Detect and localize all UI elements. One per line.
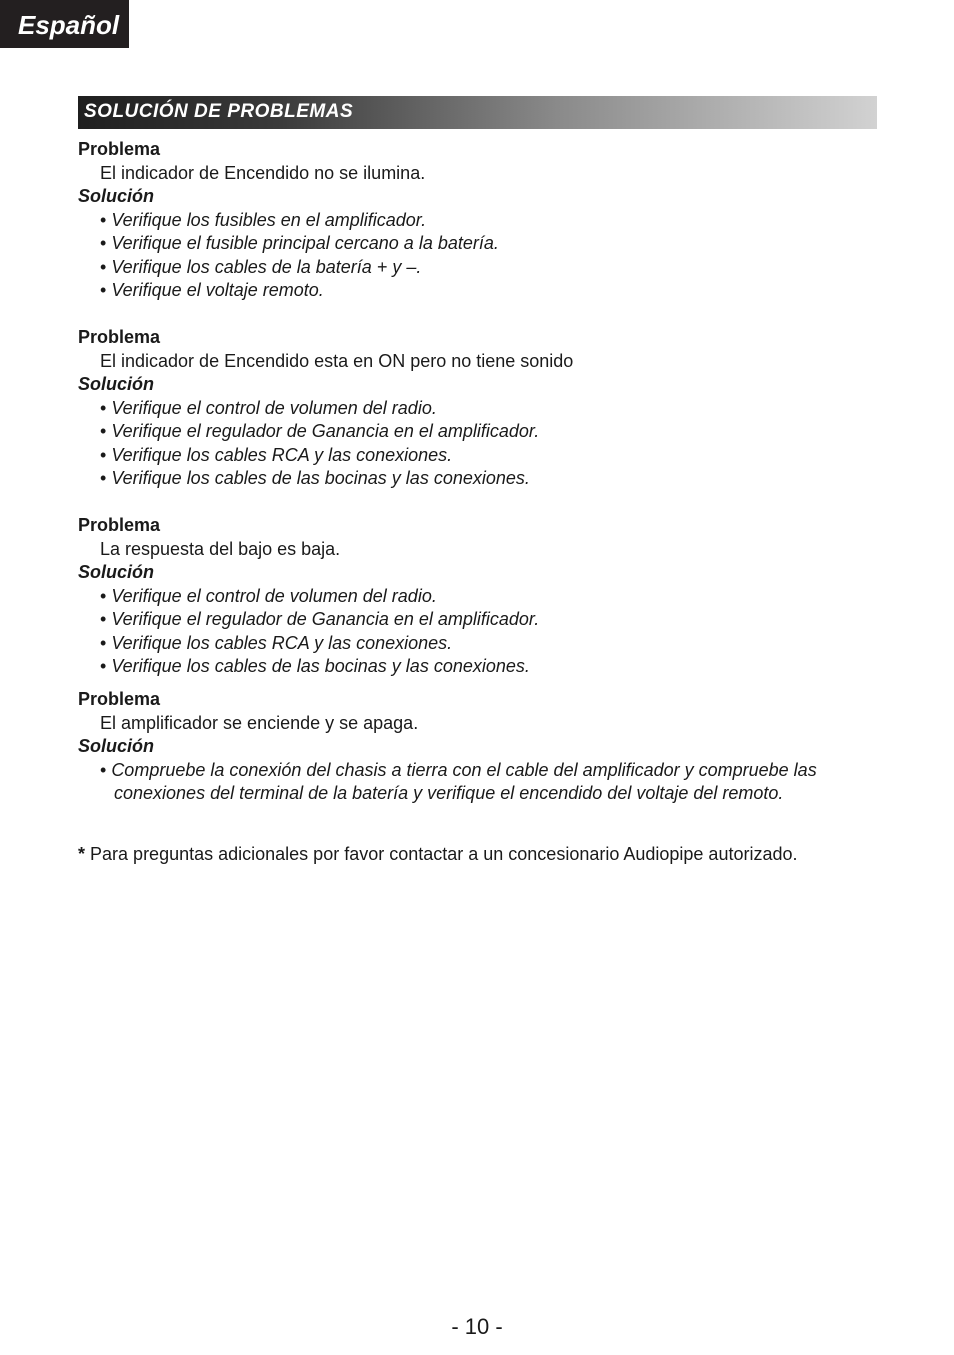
solution-item: • Verifique los cables RCA y las conexiones. bbox=[100, 632, 453, 653]
solution-item: • Verifique los cables de las bocinas y las conexiones. bbox=[100, 656, 530, 676]
problem-description: El amplificador se enciende y se apaga. bbox=[100, 712, 419, 733]
problem-label: Problema bbox=[78, 515, 161, 535]
footnote-text: Para preguntas adicionales por favor contactar a un concesionario Audiopipe autorizado. bbox=[90, 844, 798, 864]
language-tab: Español bbox=[0, 0, 129, 48]
solution-item: • Verifique los fusibles en el amplificador. bbox=[100, 209, 427, 230]
troubleshooting-section-1 bbox=[78, 138, 888, 303]
solution-list bbox=[78, 585, 888, 679]
section-header-bar bbox=[78, 96, 877, 129]
solution-list bbox=[78, 759, 888, 806]
solution-item: • Verifique los cables de las bocinas y las conexiones. bbox=[100, 468, 530, 488]
troubleshooting-section-4 bbox=[78, 688, 888, 806]
page-number: - 10 - bbox=[451, 1314, 503, 1339]
solution-item: • Verifique el voltaje remoto. bbox=[100, 280, 324, 300]
solution-item: • Compruebe la conexión del chasis a tierra con el cable del amplificador y compruebe las conexiones del terminal de la batería y verifique el encendido del voltaje del remoto. bbox=[100, 759, 817, 803]
problem-description: El indicador de Encendido no se ilumina. bbox=[100, 162, 426, 183]
solution-item: • Verifique los cables RCA y las conexiones. bbox=[100, 444, 453, 465]
solution-label: Solución bbox=[78, 186, 154, 206]
troubleshooting-section-2 bbox=[78, 326, 888, 491]
solution-label: Solución bbox=[78, 374, 154, 394]
solution-item: • Verifique el regulador de Ganancia en el amplificador. bbox=[100, 609, 540, 629]
problem-description: El indicador de Encendido esta en ON pero no tiene sonido bbox=[100, 350, 574, 371]
troubleshooting-section-3 bbox=[78, 514, 888, 679]
section-title: SOLUCIÓN DE PROBLEMAS bbox=[84, 101, 354, 122]
solution-item: • Verifique los cables de la batería + y –. bbox=[100, 256, 422, 277]
solution-label: Solución bbox=[78, 736, 154, 756]
solution-list bbox=[78, 397, 888, 491]
footnote-marker: * bbox=[78, 844, 86, 864]
problem-label: Problema bbox=[78, 139, 161, 159]
problem-description: La respuesta del bajo es baja. bbox=[100, 538, 341, 559]
solution-list bbox=[78, 209, 888, 303]
solution-label: Solución bbox=[78, 562, 154, 582]
footnote bbox=[78, 843, 798, 866]
problem-label: Problema bbox=[78, 327, 161, 347]
solution-item: • Verifique el regulador de Ganancia en el amplificador. bbox=[100, 421, 540, 441]
solution-item: • Verifique el control de volumen del radio. bbox=[100, 585, 437, 606]
solution-item: • Verifique el fusible principal cercano a la batería. bbox=[100, 233, 499, 253]
problem-label: Problema bbox=[78, 689, 161, 709]
solution-item: • Verifique el control de volumen del radio. bbox=[100, 397, 437, 418]
